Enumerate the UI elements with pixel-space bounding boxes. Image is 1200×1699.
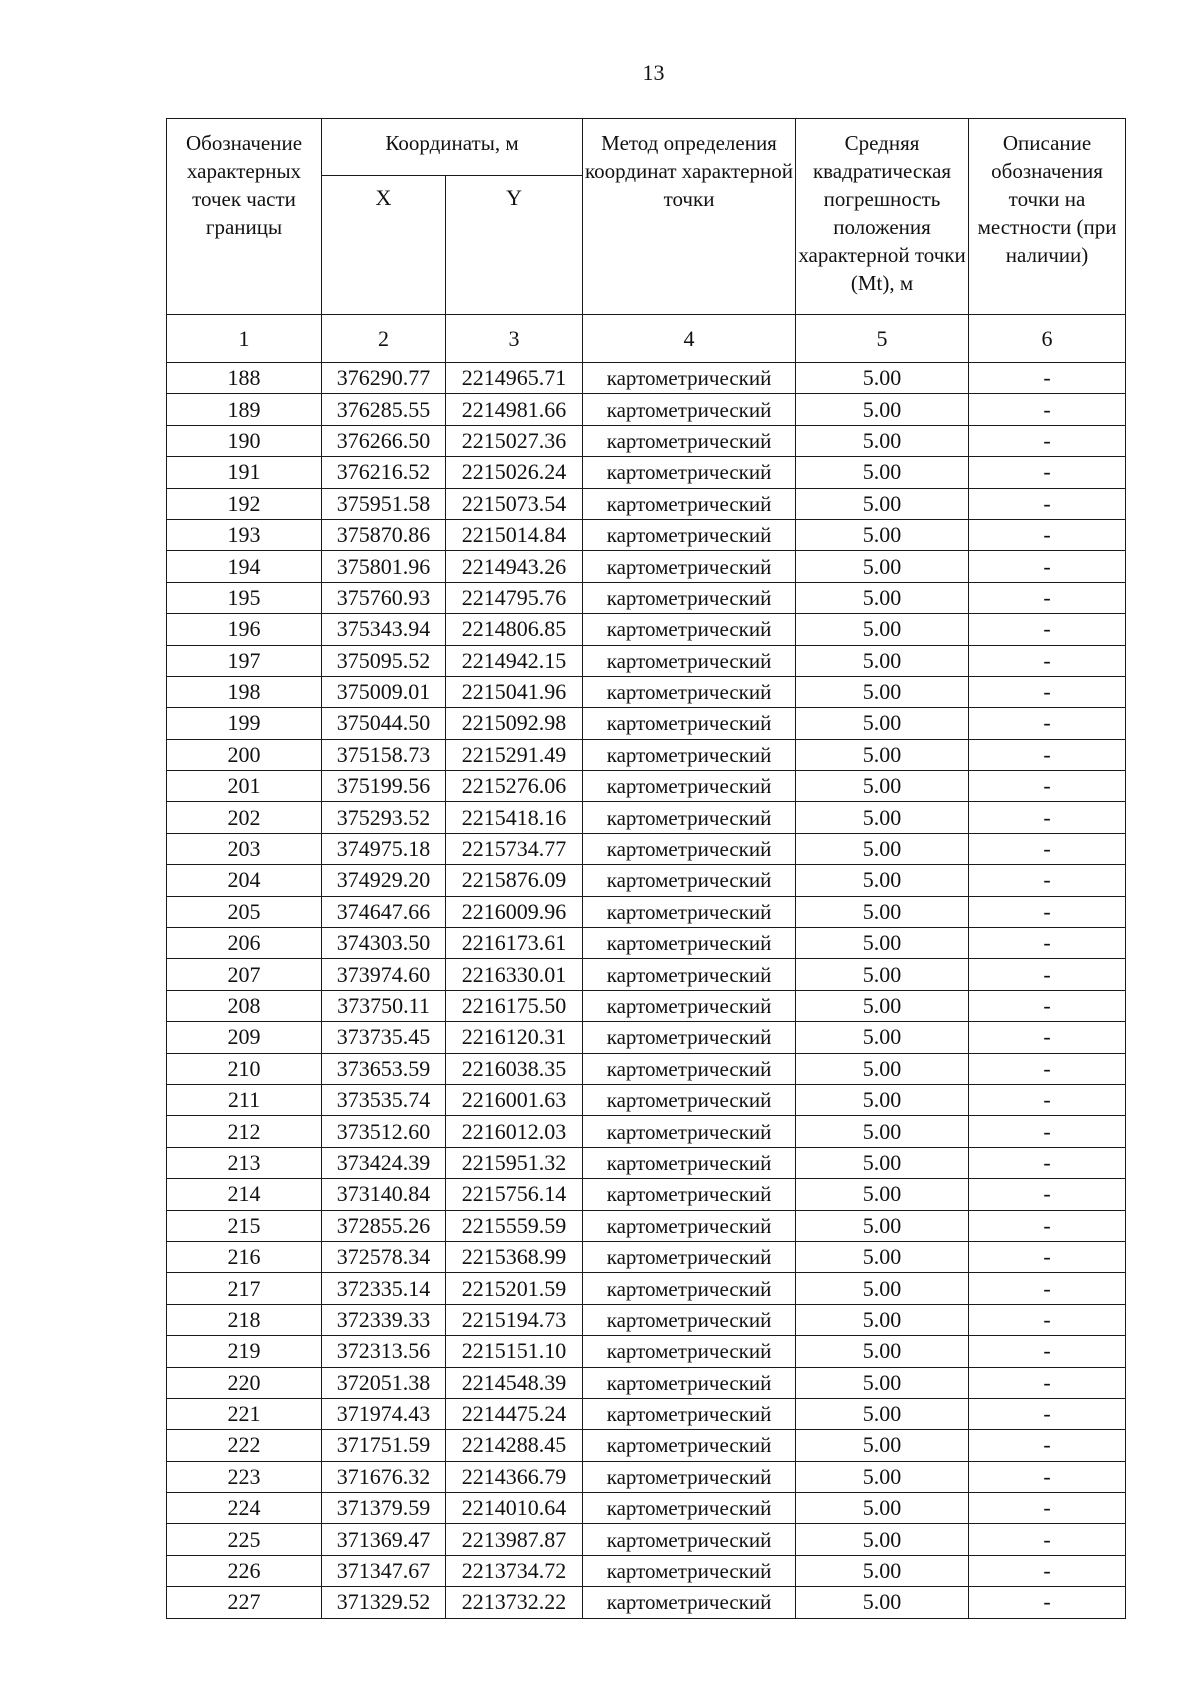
- x-coordinate-cell: 372313.56: [322, 1336, 446, 1367]
- y-coordinate-cell: 2216173.61: [446, 928, 583, 959]
- y-coordinate-cell: 2215027.36: [446, 425, 583, 456]
- column-number: 2: [322, 315, 446, 363]
- method-cell: картометрический: [583, 614, 796, 645]
- point-number-cell: 225: [167, 1524, 322, 1555]
- error-cell: 5.00: [796, 457, 969, 488]
- page-number: 13: [642, 60, 665, 85]
- table-row: [167, 645, 1126, 676]
- point-number-cell: 190: [167, 425, 322, 456]
- error-cell: 5.00: [796, 1555, 969, 1586]
- method-cell: картометрический: [583, 1147, 796, 1178]
- method-cell: картометрический: [583, 1084, 796, 1115]
- method-cell: картометрический: [583, 1053, 796, 1084]
- x-coordinate-cell: 373424.39: [322, 1147, 446, 1178]
- x-coordinate-cell: 376266.50: [322, 425, 446, 456]
- column-number: 5: [796, 315, 969, 363]
- y-coordinate-cell: 2213987.87: [446, 1524, 583, 1555]
- error-cell: 5.00: [796, 771, 969, 802]
- description-cell: -: [969, 959, 1126, 990]
- error-cell: 5.00: [796, 959, 969, 990]
- x-coordinate-cell: 375158.73: [322, 739, 446, 770]
- error-cell: 5.00: [796, 1273, 969, 1304]
- y-coordinate-cell: 2215876.09: [446, 865, 583, 896]
- point-number-cell: 226: [167, 1555, 322, 1586]
- x-coordinate-cell: 371347.67: [322, 1555, 446, 1586]
- point-number-cell: 209: [167, 1022, 322, 1053]
- point-number-cell: 203: [167, 833, 322, 864]
- y-coordinate-cell: 2216009.96: [446, 896, 583, 927]
- x-coordinate-cell: 371676.32: [322, 1461, 446, 1492]
- method-cell: картометрический: [583, 1461, 796, 1492]
- method-cell: картометрический: [583, 1210, 796, 1241]
- point-number-cell: 204: [167, 865, 322, 896]
- error-cell: 5.00: [796, 551, 969, 582]
- error-cell: 5.00: [796, 865, 969, 896]
- header-coordinates: Координаты, м: [322, 119, 583, 176]
- point-number-cell: 224: [167, 1493, 322, 1524]
- point-number-cell: 201: [167, 771, 322, 802]
- error-cell: 5.00: [796, 394, 969, 425]
- x-coordinate-cell: 376285.55: [322, 394, 446, 425]
- error-cell: 5.00: [796, 739, 969, 770]
- error-cell: 5.00: [796, 896, 969, 927]
- error-cell: 5.00: [796, 1398, 969, 1429]
- description-cell: -: [969, 739, 1126, 770]
- description-cell: -: [969, 1555, 1126, 1586]
- x-coordinate-cell: 375343.94: [322, 614, 446, 645]
- method-cell: картометрический: [583, 1304, 796, 1335]
- x-coordinate-cell: 373735.45: [322, 1022, 446, 1053]
- table-row: [167, 990, 1126, 1021]
- point-number-cell: 192: [167, 488, 322, 519]
- x-coordinate-cell: 372339.33: [322, 1304, 446, 1335]
- error-cell: 5.00: [796, 928, 969, 959]
- header-mean-square-error: Средняя квадратическая погрешность положения характерной точки (Mt), м: [796, 119, 969, 315]
- table-row: [167, 1524, 1126, 1555]
- method-cell: картометрический: [583, 1022, 796, 1053]
- y-coordinate-cell: 2215201.59: [446, 1273, 583, 1304]
- table-row: [167, 833, 1126, 864]
- y-coordinate-cell: 2215368.99: [446, 1241, 583, 1272]
- method-cell: картометрический: [583, 1116, 796, 1147]
- point-number-cell: 217: [167, 1273, 322, 1304]
- error-cell: 5.00: [796, 1053, 969, 1084]
- y-coordinate-cell: 2216120.31: [446, 1022, 583, 1053]
- description-cell: -: [969, 1398, 1126, 1429]
- column-number: 1: [167, 315, 322, 363]
- point-number-cell: 216: [167, 1241, 322, 1272]
- y-coordinate-cell: 2215194.73: [446, 1304, 583, 1335]
- method-cell: картометрический: [583, 519, 796, 550]
- point-number-cell: 210: [167, 1053, 322, 1084]
- error-cell: 5.00: [796, 1430, 969, 1461]
- point-number-cell: 206: [167, 928, 322, 959]
- y-coordinate-cell: 2214795.76: [446, 582, 583, 613]
- table-row: [167, 1210, 1126, 1241]
- point-number-cell: 200: [167, 739, 322, 770]
- error-cell: 5.00: [796, 1116, 969, 1147]
- x-coordinate-cell: 371379.59: [322, 1493, 446, 1524]
- table-row: [167, 1587, 1126, 1618]
- description-cell: -: [969, 1116, 1126, 1147]
- point-number-cell: 193: [167, 519, 322, 550]
- error-cell: 5.00: [796, 1587, 969, 1618]
- description-cell: -: [969, 1241, 1126, 1272]
- method-cell: картометрический: [583, 928, 796, 959]
- method-cell: картометрический: [583, 896, 796, 927]
- table-row: [167, 1053, 1126, 1084]
- point-number-cell: 194: [167, 551, 322, 582]
- point-number-cell: 218: [167, 1304, 322, 1335]
- point-number-cell: 222: [167, 1430, 322, 1461]
- y-coordinate-cell: 2215734.77: [446, 833, 583, 864]
- description-cell: -: [969, 1367, 1126, 1398]
- table-row: [167, 771, 1126, 802]
- y-coordinate-cell: 2215418.16: [446, 802, 583, 833]
- error-cell: 5.00: [796, 676, 969, 707]
- error-cell: 5.00: [796, 833, 969, 864]
- table-row: [167, 708, 1126, 739]
- table-row: [167, 896, 1126, 927]
- method-cell: картометрический: [583, 1273, 796, 1304]
- method-cell: картометрический: [583, 802, 796, 833]
- table-row: [167, 1461, 1126, 1492]
- y-coordinate-cell: 2215291.49: [446, 739, 583, 770]
- point-number-cell: 214: [167, 1179, 322, 1210]
- table-row: [167, 1084, 1126, 1115]
- table-row: [167, 865, 1126, 896]
- method-cell: картометрический: [583, 959, 796, 990]
- y-coordinate-cell: 2215073.54: [446, 488, 583, 519]
- error-cell: 5.00: [796, 1241, 969, 1272]
- y-coordinate-cell: 2214288.45: [446, 1430, 583, 1461]
- x-coordinate-cell: 373535.74: [322, 1084, 446, 1115]
- point-number-cell: 212: [167, 1116, 322, 1147]
- error-cell: 5.00: [796, 582, 969, 613]
- description-cell: -: [969, 394, 1126, 425]
- description-cell: -: [969, 1430, 1126, 1461]
- method-cell: картометрический: [583, 1524, 796, 1555]
- description-cell: -: [969, 425, 1126, 456]
- y-coordinate-cell: 2213732.22: [446, 1587, 583, 1618]
- description-cell: -: [969, 896, 1126, 927]
- method-cell: картометрический: [583, 865, 796, 896]
- error-cell: 5.00: [796, 802, 969, 833]
- y-coordinate-cell: 2214806.85: [446, 614, 583, 645]
- table-row: [167, 457, 1126, 488]
- description-cell: -: [969, 1587, 1126, 1618]
- table-row: [167, 519, 1126, 550]
- table-row: [167, 363, 1126, 394]
- description-cell: -: [969, 1147, 1126, 1178]
- error-cell: 5.00: [796, 488, 969, 519]
- error-cell: 5.00: [796, 425, 969, 456]
- table-row: [167, 1179, 1126, 1210]
- error-cell: 5.00: [796, 1304, 969, 1335]
- x-coordinate-cell: 372855.26: [322, 1210, 446, 1241]
- method-cell: картометрический: [583, 1179, 796, 1210]
- error-cell: 5.00: [796, 614, 969, 645]
- x-coordinate-cell: 372578.34: [322, 1241, 446, 1272]
- description-cell: -: [969, 708, 1126, 739]
- description-cell: -: [969, 1179, 1126, 1210]
- y-coordinate-cell: 2215951.32: [446, 1147, 583, 1178]
- x-coordinate-cell: 376290.77: [322, 363, 446, 394]
- point-number-cell: 208: [167, 990, 322, 1021]
- x-coordinate-cell: 375870.86: [322, 519, 446, 550]
- method-cell: картометрический: [583, 363, 796, 394]
- table-row: [167, 802, 1126, 833]
- x-coordinate-cell: 374975.18: [322, 833, 446, 864]
- y-coordinate-cell: 2214981.66: [446, 394, 583, 425]
- error-cell: 5.00: [796, 1493, 969, 1524]
- method-cell: картометрический: [583, 425, 796, 456]
- error-cell: 5.00: [796, 1461, 969, 1492]
- method-cell: картометрический: [583, 457, 796, 488]
- table-row: [167, 1022, 1126, 1053]
- description-cell: -: [969, 519, 1126, 550]
- error-cell: 5.00: [796, 519, 969, 550]
- x-coordinate-cell: 374303.50: [322, 928, 446, 959]
- x-coordinate-cell: 375009.01: [322, 676, 446, 707]
- table-row: [167, 1116, 1126, 1147]
- y-coordinate-cell: 2215092.98: [446, 708, 583, 739]
- description-cell: -: [969, 1084, 1126, 1115]
- x-coordinate-cell: 375293.52: [322, 802, 446, 833]
- x-coordinate-cell: 373974.60: [322, 959, 446, 990]
- description-cell: -: [969, 676, 1126, 707]
- error-cell: 5.00: [796, 1022, 969, 1053]
- point-number-cell: 198: [167, 676, 322, 707]
- description-cell: -: [969, 363, 1126, 394]
- table-row: [167, 1398, 1126, 1429]
- error-cell: 5.00: [796, 990, 969, 1021]
- error-cell: 5.00: [796, 1179, 969, 1210]
- point-number-cell: 211: [167, 1084, 322, 1115]
- point-number-cell: 223: [167, 1461, 322, 1492]
- y-coordinate-cell: 2216175.50: [446, 990, 583, 1021]
- method-cell: картометрический: [583, 1367, 796, 1398]
- point-number-cell: 191: [167, 457, 322, 488]
- description-cell: -: [969, 928, 1126, 959]
- table-row: [167, 551, 1126, 582]
- y-coordinate-cell: 2216330.01: [446, 959, 583, 990]
- method-cell: картометрический: [583, 1587, 796, 1618]
- error-cell: 5.00: [796, 1367, 969, 1398]
- table-row: [167, 1555, 1126, 1586]
- table-row: [167, 959, 1126, 990]
- x-coordinate-cell: 372051.38: [322, 1367, 446, 1398]
- table-row: [167, 739, 1126, 770]
- method-cell: картометрический: [583, 1430, 796, 1461]
- y-coordinate-cell: 2215014.84: [446, 519, 583, 550]
- table-row: [167, 676, 1126, 707]
- error-cell: 5.00: [796, 1336, 969, 1367]
- description-cell: -: [969, 1053, 1126, 1084]
- description-cell: -: [969, 1461, 1126, 1492]
- table-row: [167, 1147, 1126, 1178]
- description-cell: -: [969, 833, 1126, 864]
- point-number-cell: 189: [167, 394, 322, 425]
- description-cell: -: [969, 1524, 1126, 1555]
- error-cell: 5.00: [796, 1524, 969, 1555]
- point-number-cell: 205: [167, 896, 322, 927]
- y-coordinate-cell: 2216038.35: [446, 1053, 583, 1084]
- x-coordinate-cell: 373653.59: [322, 1053, 446, 1084]
- x-coordinate-cell: 375199.56: [322, 771, 446, 802]
- x-coordinate-cell: 371329.52: [322, 1587, 446, 1618]
- y-coordinate-cell: 2214366.79: [446, 1461, 583, 1492]
- description-cell: -: [969, 457, 1126, 488]
- description-cell: -: [969, 802, 1126, 833]
- description-cell: -: [969, 771, 1126, 802]
- x-coordinate-cell: 376216.52: [322, 457, 446, 488]
- y-coordinate-cell: 2215756.14: [446, 1179, 583, 1210]
- point-number-cell: 197: [167, 645, 322, 676]
- table-row: [167, 425, 1126, 456]
- description-cell: -: [969, 1493, 1126, 1524]
- method-cell: картометрический: [583, 1398, 796, 1429]
- table-row: [167, 928, 1126, 959]
- method-cell: картометрический: [583, 1493, 796, 1524]
- point-number-cell: 219: [167, 1336, 322, 1367]
- table-row: [167, 1336, 1126, 1367]
- x-coordinate-cell: 371974.43: [322, 1398, 446, 1429]
- y-coordinate-cell: 2214010.64: [446, 1493, 583, 1524]
- table-row: [167, 1367, 1126, 1398]
- error-cell: 5.00: [796, 363, 969, 394]
- header-description: Описание обозначения точки на местности (при наличии): [969, 119, 1126, 315]
- table-row: [167, 488, 1126, 519]
- y-coordinate-cell: 2214943.26: [446, 551, 583, 582]
- x-coordinate-cell: 375951.58: [322, 488, 446, 519]
- method-cell: картометрический: [583, 771, 796, 802]
- point-number-cell: 188: [167, 363, 322, 394]
- description-cell: -: [969, 582, 1126, 613]
- point-number-cell: 207: [167, 959, 322, 990]
- method-cell: картометрический: [583, 582, 796, 613]
- x-coordinate-cell: 372335.14: [322, 1273, 446, 1304]
- header-point-designation: Обозначение характерных точек части границы: [167, 119, 322, 315]
- point-number-cell: 195: [167, 582, 322, 613]
- point-number-cell: 221: [167, 1398, 322, 1429]
- header-x: X: [322, 176, 446, 315]
- description-cell: -: [969, 1336, 1126, 1367]
- y-coordinate-cell: 2214475.24: [446, 1398, 583, 1429]
- method-cell: картометрический: [583, 1241, 796, 1272]
- table-row: [167, 1493, 1126, 1524]
- x-coordinate-cell: 373512.60: [322, 1116, 446, 1147]
- method-cell: картометрический: [583, 1555, 796, 1586]
- point-number-cell: 227: [167, 1587, 322, 1618]
- point-number-cell: 215: [167, 1210, 322, 1241]
- method-cell: картометрический: [583, 739, 796, 770]
- y-coordinate-cell: 2215559.59: [446, 1210, 583, 1241]
- method-cell: картометрический: [583, 708, 796, 739]
- y-coordinate-cell: 2214942.15: [446, 645, 583, 676]
- x-coordinate-cell: 374647.66: [322, 896, 446, 927]
- description-cell: -: [969, 488, 1126, 519]
- x-coordinate-cell: 373750.11: [322, 990, 446, 1021]
- table-row: [167, 1273, 1126, 1304]
- point-number-cell: 199: [167, 708, 322, 739]
- method-cell: картометрический: [583, 990, 796, 1021]
- header-y: Y: [446, 176, 583, 315]
- description-cell: -: [969, 551, 1126, 582]
- x-coordinate-cell: 371751.59: [322, 1430, 446, 1461]
- column-number: 4: [583, 315, 796, 363]
- x-coordinate-cell: 373140.84: [322, 1179, 446, 1210]
- y-coordinate-cell: 2214548.39: [446, 1367, 583, 1398]
- method-cell: картометрический: [583, 551, 796, 582]
- description-cell: -: [969, 614, 1126, 645]
- description-cell: -: [969, 1022, 1126, 1053]
- method-cell: картометрический: [583, 833, 796, 864]
- y-coordinate-cell: 2215026.24: [446, 457, 583, 488]
- point-number-cell: 202: [167, 802, 322, 833]
- header-method: Метод определения координат характерной точки: [583, 119, 796, 315]
- description-cell: -: [969, 990, 1126, 1021]
- y-coordinate-cell: 2213734.72: [446, 1555, 583, 1586]
- y-coordinate-cell: 2215151.10: [446, 1336, 583, 1367]
- x-coordinate-cell: 374929.20: [322, 865, 446, 896]
- error-cell: 5.00: [796, 645, 969, 676]
- table-row: [167, 394, 1126, 425]
- y-coordinate-cell: 2215276.06: [446, 771, 583, 802]
- description-cell: -: [969, 1210, 1126, 1241]
- table-row: [167, 1430, 1126, 1461]
- y-coordinate-cell: 2216001.63: [446, 1084, 583, 1115]
- table-body: [167, 363, 1126, 1619]
- table-row: [167, 1241, 1126, 1272]
- error-cell: 5.00: [796, 1084, 969, 1115]
- table-row: [167, 614, 1126, 645]
- point-number-cell: 213: [167, 1147, 322, 1178]
- point-number-cell: 196: [167, 614, 322, 645]
- method-cell: картометрический: [583, 676, 796, 707]
- column-number: 3: [446, 315, 583, 363]
- x-coordinate-cell: 375760.93: [322, 582, 446, 613]
- y-coordinate-cell: 2214965.71: [446, 363, 583, 394]
- description-cell: -: [969, 865, 1126, 896]
- table-row: [167, 1304, 1126, 1335]
- error-cell: 5.00: [796, 1210, 969, 1241]
- method-cell: картометрический: [583, 394, 796, 425]
- description-cell: -: [969, 645, 1126, 676]
- description-cell: -: [969, 1304, 1126, 1335]
- y-coordinate-cell: 2215041.96: [446, 676, 583, 707]
- x-coordinate-cell: 371369.47: [322, 1524, 446, 1555]
- boundary-points-table: [166, 118, 1126, 1619]
- method-cell: картометрический: [583, 1336, 796, 1367]
- x-coordinate-cell: 375044.50: [322, 708, 446, 739]
- table-row: [167, 582, 1126, 613]
- error-cell: 5.00: [796, 708, 969, 739]
- error-cell: 5.00: [796, 1147, 969, 1178]
- column-number: 6: [969, 315, 1126, 363]
- y-coordinate-cell: 2216012.03: [446, 1116, 583, 1147]
- x-coordinate-cell: 375801.96: [322, 551, 446, 582]
- method-cell: картометрический: [583, 488, 796, 519]
- point-number-cell: 220: [167, 1367, 322, 1398]
- description-cell: -: [969, 1273, 1126, 1304]
- method-cell: картометрический: [583, 645, 796, 676]
- x-coordinate-cell: 375095.52: [322, 645, 446, 676]
